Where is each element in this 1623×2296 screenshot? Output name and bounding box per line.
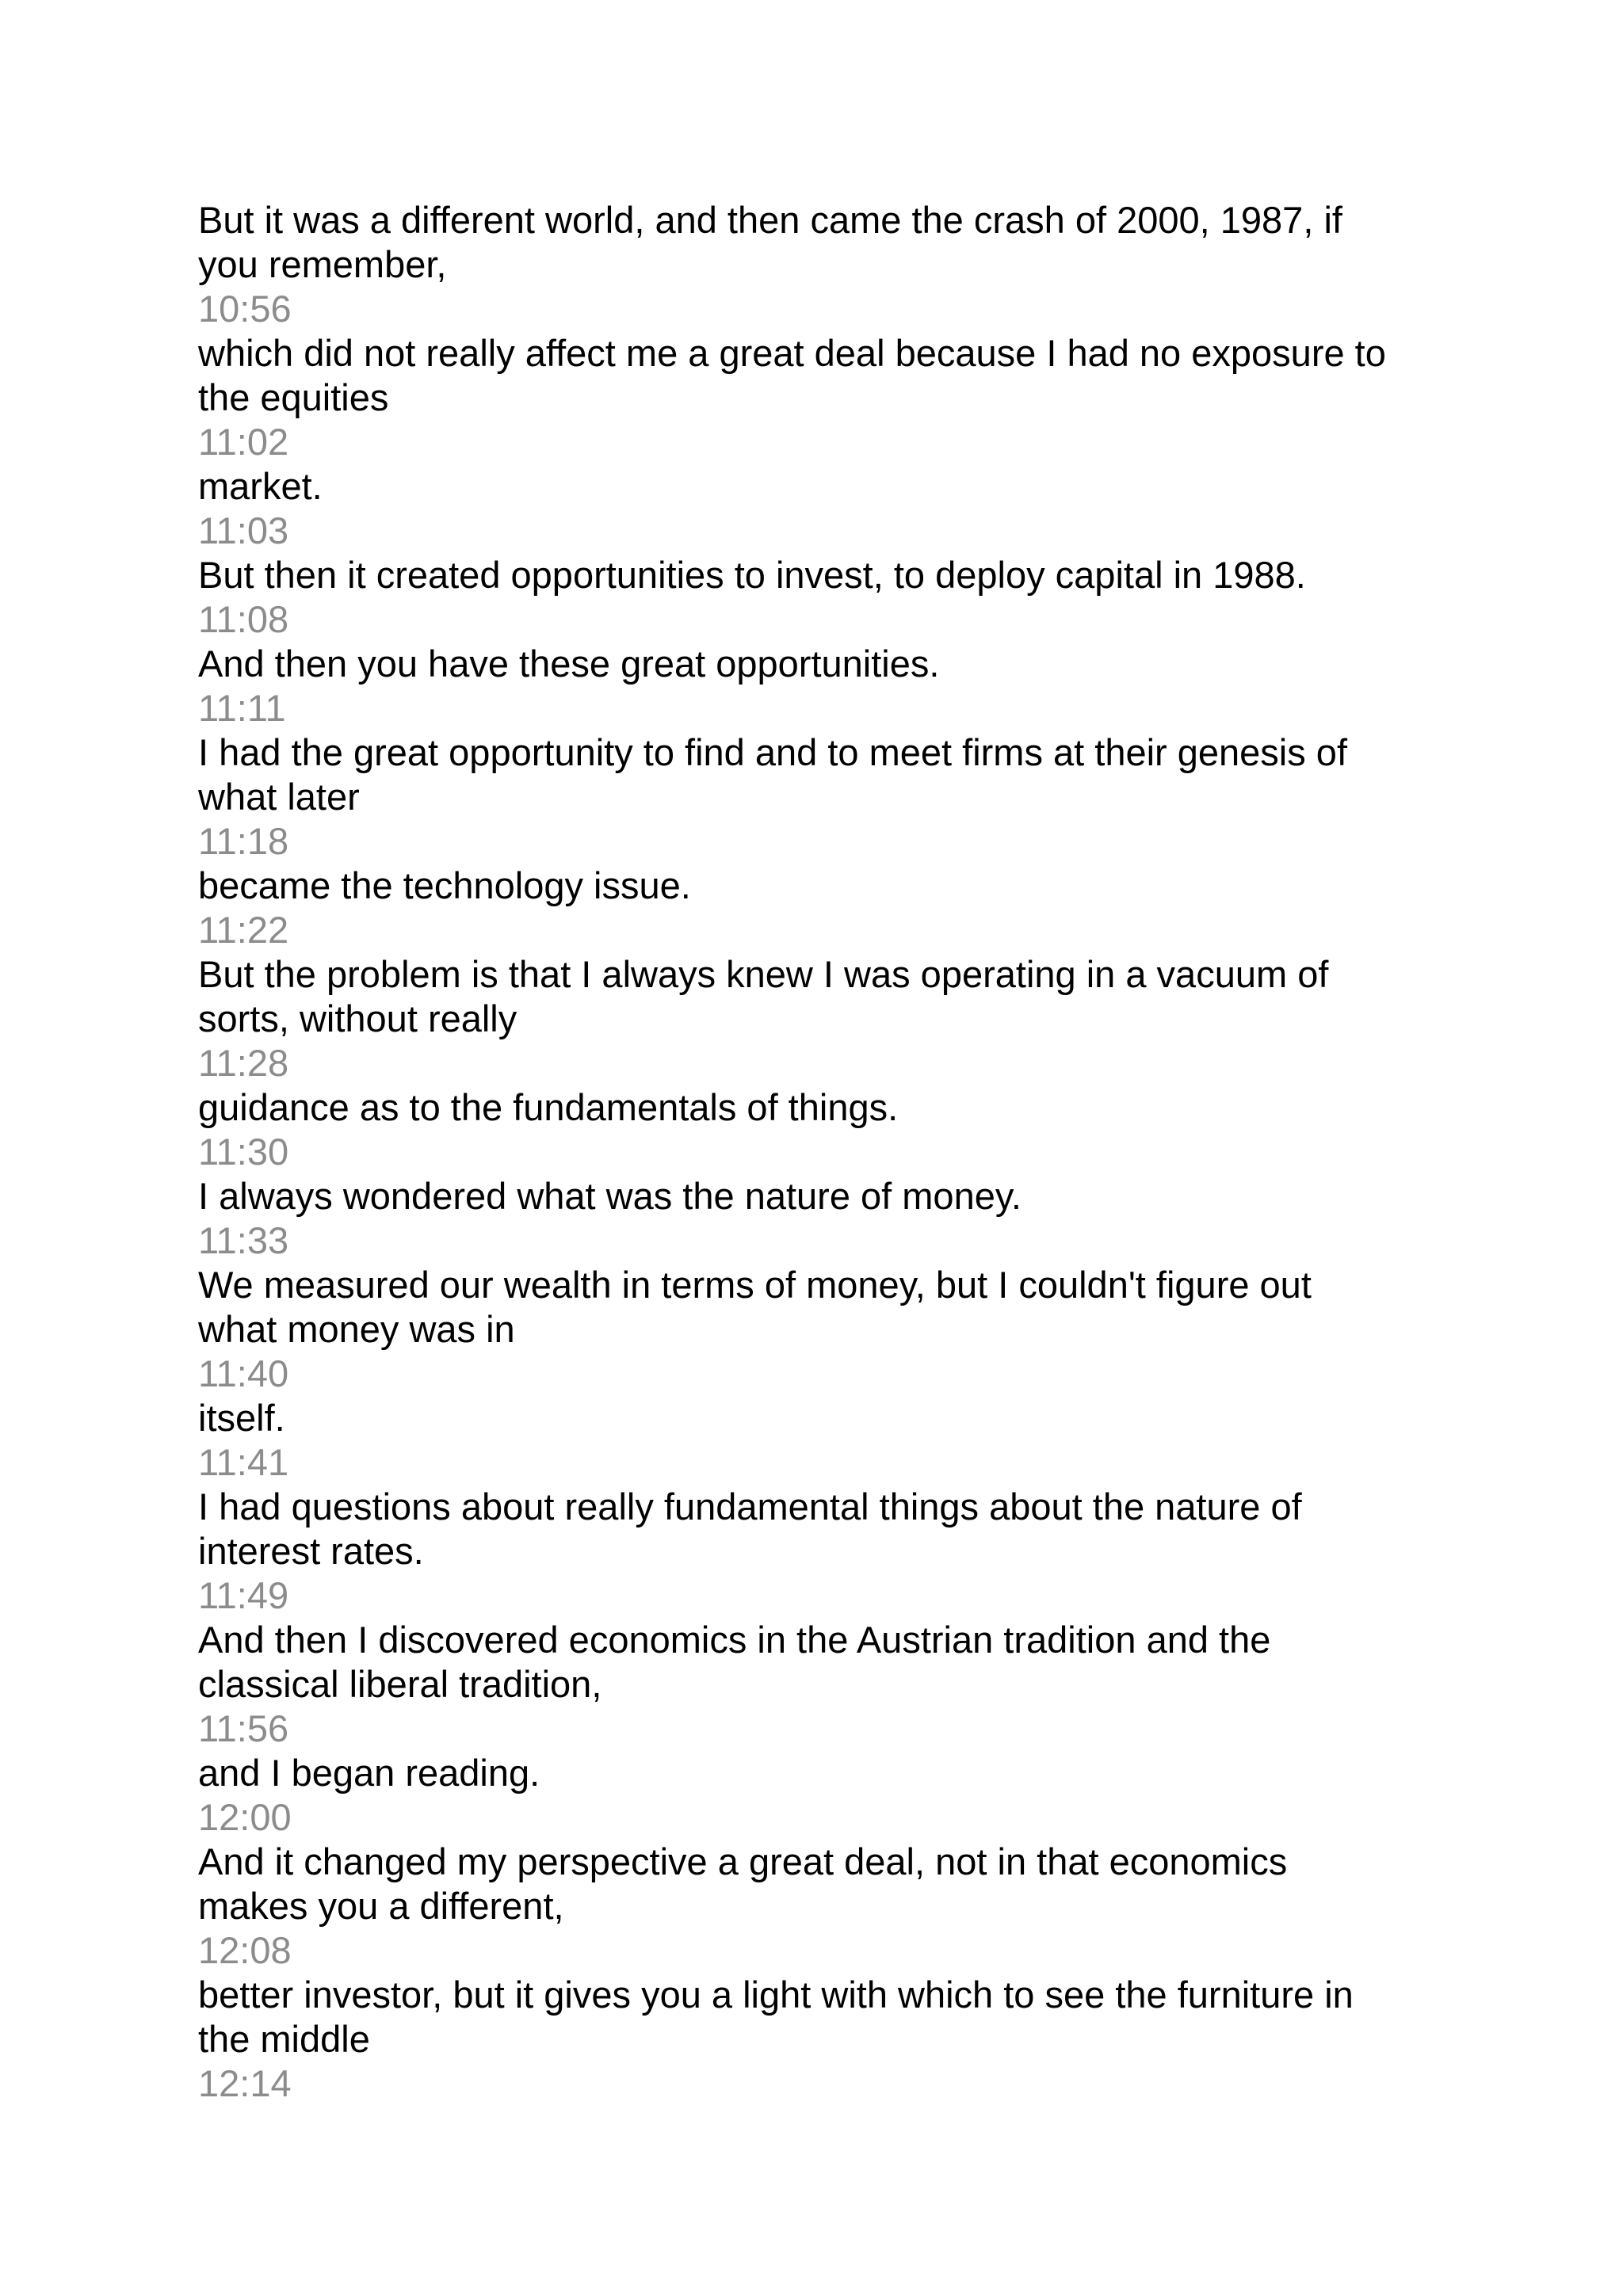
transcript-line: itself. [198, 1397, 285, 1439]
transcript-line: I had questions about really fundamental things about the nature of interest rates. [198, 1486, 1302, 1572]
timestamp: 11:33 [198, 1219, 289, 1261]
transcript-entry [198, 952, 1434, 1085]
transcript-line: became the technology issue. [198, 864, 691, 906]
timestamp: 11:41 [198, 1441, 289, 1483]
transcript-entry [198, 331, 1434, 464]
transcript-line: But then it created opportunities to invest, to deploy capital in 1988. [198, 554, 1306, 596]
transcript-line: And then I discovered economics in the Austrian tradition and the classical liberal tradition, [198, 1619, 1271, 1705]
transcript-entry [198, 1263, 1434, 1396]
transcript-line: guidance as to the fundamentals of things. [198, 1086, 899, 1128]
transcript-entry [198, 464, 1434, 553]
transcript-line: But the problem is that I always knew I was operating in a vacuum of sorts, without really [198, 953, 1329, 1039]
transcript-entry [198, 642, 1434, 730]
transcript-entry [198, 1485, 1434, 1618]
transcript-entry [198, 198, 1434, 331]
transcript-line: I had the great opportunity to find and to meet firms at their genesis of what later [198, 731, 1348, 818]
transcript-line: and I began reading. [198, 1752, 540, 1794]
transcript-entry [198, 1751, 1434, 1840]
timestamp: 12:00 [198, 1796, 292, 1838]
transcript-entry [198, 1085, 1434, 1174]
transcript-entry [198, 1618, 1434, 1751]
timestamp: 12:14 [198, 2062, 292, 2104]
transcript-entry [198, 1973, 1434, 2106]
timestamp: 11:18 [198, 820, 289, 862]
timestamp: 11:49 [198, 1574, 289, 1616]
transcript-line: We measured our wealth in terms of money, but I couldn't figure out what money was in [198, 1264, 1312, 1350]
timestamp: 11:22 [198, 909, 289, 951]
timestamp: 11:03 [198, 509, 289, 551]
timestamp: 11:56 [198, 1707, 289, 1749]
timestamp: 11:30 [198, 1131, 289, 1173]
transcript-entry [198, 1174, 1434, 1263]
timestamp: 11:40 [198, 1352, 289, 1394]
timestamp: 12:08 [198, 1929, 292, 1971]
transcript-entry [198, 553, 1434, 642]
timestamp: 11:02 [198, 421, 289, 463]
timestamp: 11:08 [198, 598, 289, 640]
timestamp: 11:28 [198, 1042, 289, 1084]
timestamp: 11:11 [198, 687, 286, 729]
transcript-line: And it changed my perspective a great deal, not in that economics makes you a different, [198, 1840, 1288, 1927]
transcript-entry [198, 1840, 1434, 1973]
transcript-line: And then you have these great opportunities. [198, 643, 940, 685]
transcript-line: I always wondered what was the nature of money. [198, 1175, 1022, 1217]
transcript-entry [198, 730, 1434, 864]
transcript-line: But it was a different world, and then came the crash of 2000, 1987, if you remember, [198, 199, 1342, 285]
timestamp: 10:56 [198, 288, 292, 330]
transcript-entry [198, 1396, 1434, 1485]
transcript-line: which did not really affect me a great deal because I had no exposure to the equities [198, 332, 1386, 418]
transcript-line: better investor, but it gives you a light with which to see the furniture in the middle [198, 1974, 1354, 2060]
transcript-line: market. [198, 465, 323, 507]
transcript-page [198, 198, 1434, 2106]
transcript-entry [198, 864, 1434, 952]
